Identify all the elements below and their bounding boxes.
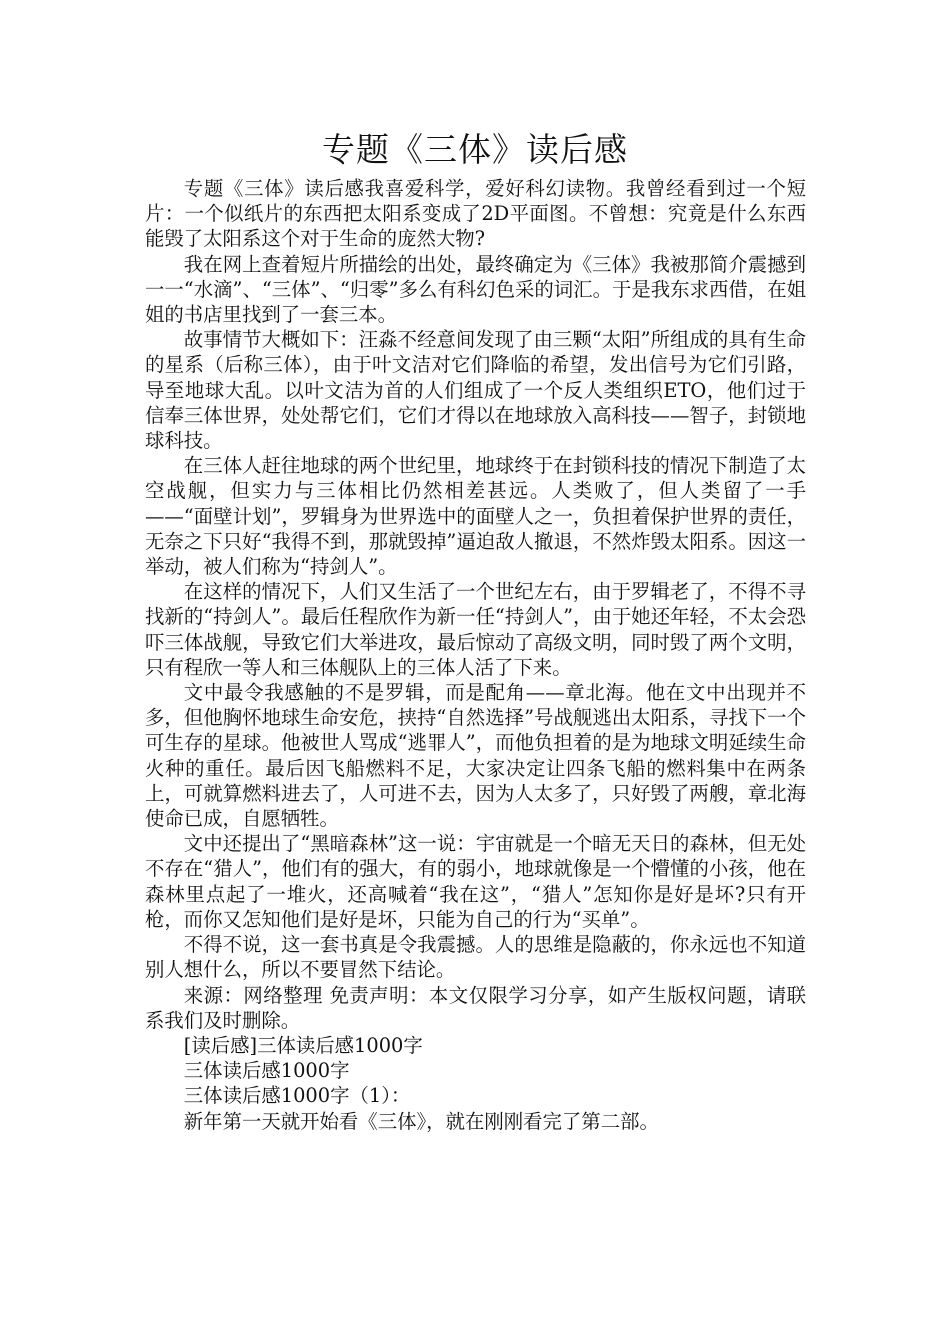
paragraph-wallfacer: 在三体人赶往地球的两个世纪里，地球终于在封锁科技的情况下制造了太空战舰，但实力与三体相比仍然相差甚远。人类败了，但人类留了一手——“面壁计划”，罗辑身为世界选中的面壁人之一，负担着保护世界的责任，无奈之下只好“我得不到，那就毁掉”逼迫敌人撤退，不然炸毁太阳系。因这一举动，被人们称为“持剑人”。 bbox=[145, 454, 806, 579]
paragraph-conclusion: 不得不说，这一套书真是令我震撼。人的思维是隐蔽的，你永远也不知道别人想什么，所以不要冒然下结论。 bbox=[145, 933, 806, 982]
paragraph-subheading-3: 三体读后感1000字（1）： bbox=[183, 1084, 411, 1108]
paragraph-intro: 专题《三体》读后感我喜爱科学，爱好科幻读物。我曾经看到过一个短片：一个似纸片的东西把太阳系变成了2D平面图。不曾想：究竟是什么东西能毁了太阳系这个对于生命的庞然大物? bbox=[145, 177, 806, 251]
document-body bbox=[145, 176, 806, 1134]
paragraph-disclaimer: 来源：网络整理 免责声明：本文仅限学习分享，如产生版权问题，请联系我们及时删除。 bbox=[145, 983, 806, 1032]
document-title: 专题《三体》读后感 bbox=[322, 130, 628, 169]
paragraph-subheading-1: [读后感]三体读后感1000字 bbox=[183, 1033, 423, 1057]
paragraph-zhang-beihai: 文中最令我感触的不是罗辑，而是配角——章北海。他在文中出现并不多，但他胸怀地球生命安危，挟持“自然选择”号战舰逃出太阳系，寻找下一个可生存的星球。他被世人骂成“逃罪人”，而他负担着的是为地球文明延续生命火种的重任。最后因飞船燃料不足，大家决定让四条飞船的燃料集中在两条上，可就算燃料进去了，人可进不去，因为人太多了，只好毁了两艘，章北海使命已成，自愿牺牲。 bbox=[145, 681, 806, 831]
paragraph-new-year: 新年第一天就开始看《三体》，就在刚刚看完了第二部。 bbox=[183, 1109, 659, 1133]
paragraph-subheading-2: 三体读后感1000字 bbox=[183, 1059, 350, 1083]
paragraph-discovery: 我在网上查着短片所描绘的出处，最终确定为《三体》我被那简介震撼到一一“水滴”、“三体”、“归零”多么有科幻色采的词汇。于是我东求西借，在姐姐的书店里找到了一套三本。 bbox=[145, 252, 806, 327]
paragraph-swordholder: 在这样的情况下，人们又生活了一个世纪左右，由于罗辑老了，不得不寻找新的“持剑人”。最后任程欣作为新一任“持剑人”，由于她还年轻，不太会恐吓三体战舰，导致它们大举进攻，最后惊动了高级文明，同时毁了两个文明，只有程欣一等人和三体舰队上的三体人活了下来。 bbox=[145, 580, 806, 679]
paragraph-plot-summary: 故事情节大概如下：汪淼不经意间发现了由三颗“太阳”所组成的具有生命的星系（后称三体），由于叶文洁对它们降临的希望，发出信号为它们引路，导至地球大乱。以叶文洁为首的人们组成了一个反人类组织ETO，他们过于信奉三体世界，处处帮它们，它们才得以在地球放入高科技——智子，封锁地球科技。 bbox=[145, 328, 806, 453]
paragraph-dark-forest: 文中还提出了“黑暗森林”这一说：宇宙就是一个暗无天日的森林，但无处不存在“猎人”，他们有的强大，有的弱小，地球就像是一个懵懂的小孩，他在森林里点起了一堆火，还高喊着“我在这”，“猎人”怎知你是好是坏?只有开枪，而你又怎知他们是好是坏，只能为自己的行为“买单”。 bbox=[145, 832, 806, 931]
